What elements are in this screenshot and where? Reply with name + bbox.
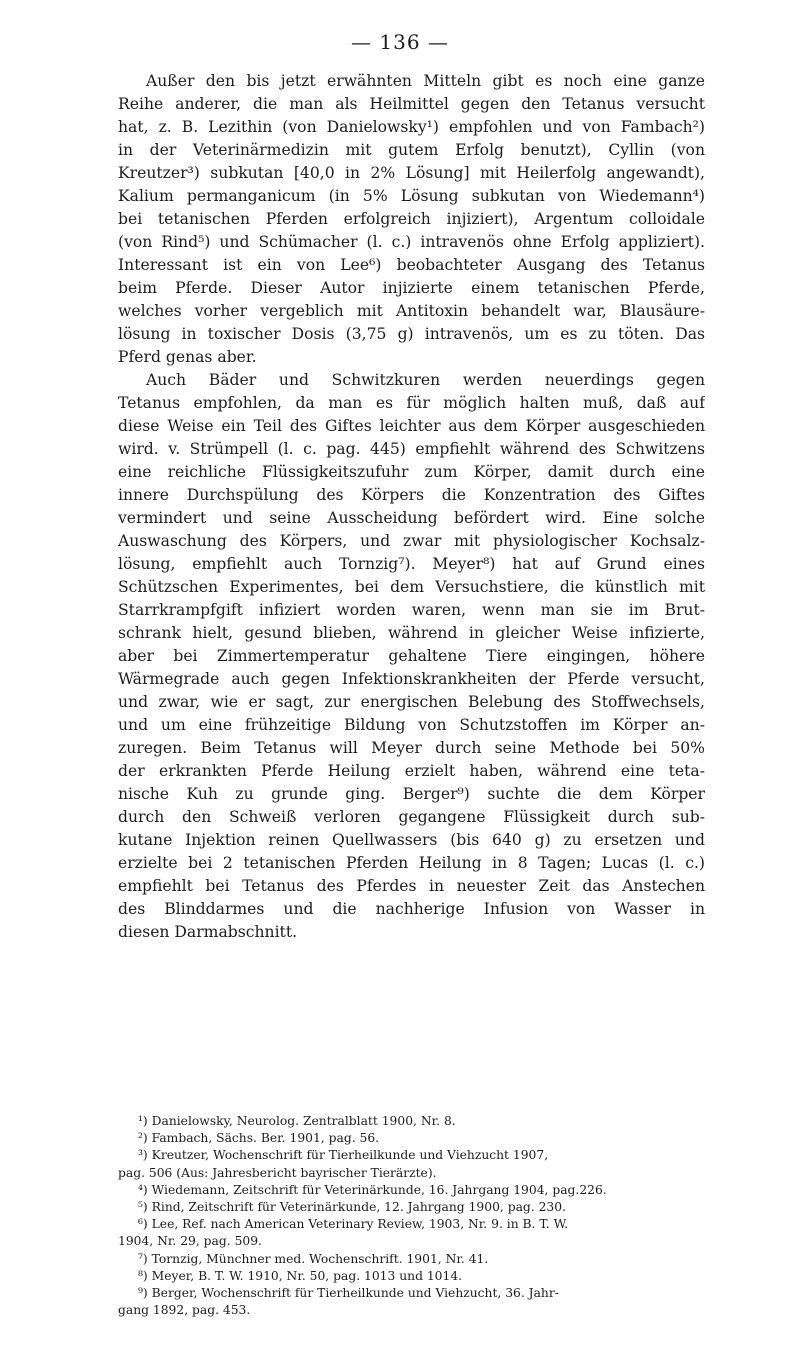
text-line: diesen Darmabschnitt.: [118, 923, 298, 941]
text-line: schrank hielt, gesund blieben, während in gleicher Weise infizierte,: [118, 624, 705, 642]
footnote-line: ⁹) Berger, Wochenschrift für Tierheilkunde und Viehzucht, 36. Jahr-: [138, 1285, 559, 1300]
text-line: bei tetanischen Pferden erfolgreich injiziert), Argentum colloidale: [118, 210, 705, 228]
text-line: Auswaschung des Körpers, und zwar mit physiologischer Kochsalz-: [118, 532, 705, 550]
text-line: kutane Injektion reinen Quellwassers (bis 640 g) zu ersetzen und: [118, 831, 705, 849]
text-line: wird. v. Strümpell (l. c. pag. 445) empfiehlt während des Schwitzens: [118, 440, 705, 458]
text-line: in der Veterinärmedizin mit gutem Erfolg benutzt), Cyllin (von: [118, 141, 705, 159]
footnote-line: gang 1892, pag. 453.: [118, 1303, 251, 1318]
footnote-line: pag. 506 (Aus: Jahresbericht bayrischer Tierärzte).: [118, 1165, 437, 1180]
text-line: Kalium permanganicum (in 5% Lösung subkutan von Wiedemann⁴): [118, 187, 705, 205]
footnote-line: ²) Fambach, Sächs. Ber. 1901, pag. 56.: [138, 1131, 380, 1146]
footnote-line: 1904, Nr. 29, pag. 509.: [118, 1234, 262, 1249]
text-line: eine reichliche Flüssigkeitszufuhr zum Körper, damit durch eine: [118, 463, 705, 481]
text-line: hat, z. B. Lezithin (von Danielowsky¹) empfohlen und von Fambach²): [118, 118, 705, 136]
text-line: innere Durchspülung des Körpers die Konzentration des Giftes: [118, 486, 705, 504]
text-line: durch den Schweiß verloren gegangene Flüssigkeit durch sub-: [118, 808, 705, 826]
text-line: empfiehlt bei Tetanus des Pferdes in neuester Zeit das Anstechen: [118, 877, 705, 895]
text-line: des Blinddarmes und die nachherige Infusion von Wasser in: [118, 900, 705, 918]
text-line: Tetanus empfohlen, da man es für möglich halten muß, daß auf: [118, 394, 705, 412]
text-line: Außer den bis jetzt erwähnten Mitteln gibt es noch eine ganze: [146, 72, 705, 90]
text-line: der erkrankten Pferde Heilung erzielt haben, während eine teta-: [118, 762, 705, 780]
footnotes: [118, 1113, 705, 1319]
text-line: und um eine frühzeitige Bildung von Schutzstoffen im Körper an-: [118, 716, 705, 734]
text-line: vermindert und seine Ausscheidung befördert wird. Eine solche: [118, 509, 705, 527]
text-line: Reihe anderer, die man als Heilmittel gegen den Tetanus versucht: [118, 95, 705, 113]
text-line: welches vorher vergeblich mit Antitoxin behandelt war, Blausäure-: [118, 302, 705, 320]
text-line: Kreutzer³) subkutan [40,0 in 2% Lösung] mit Heilerfolg angewandt),: [118, 164, 705, 182]
text-line: nische Kuh zu grunde ging. Berger⁹) suchte die dem Körper: [118, 785, 705, 803]
text-line: Auch Bäder und Schwitzkuren werden neuerdings gegen: [146, 371, 705, 389]
text-line: aber bei Zimmertemperatur gehaltene Tiere eingingen, höhere: [118, 647, 705, 665]
footnote-line: ¹) Danielowsky, Neurolog. Zentralblatt 1900, Nr. 8.: [138, 1114, 456, 1128]
text-line: Wärmegrade auch gegen Infektionskrankheiten der Pferde versucht,: [118, 670, 705, 688]
footnote-line: ⁴) Wiedemann, Zeitschrift für Veterinärkunde, 16. Jahrgang 1904, pag.226.: [138, 1182, 607, 1197]
footnote-line: ³) Kreutzer, Wochenschrift für Tierheilkunde und Viehzucht 1907,: [138, 1148, 549, 1163]
text-line: Pferd genas aber.: [118, 348, 257, 366]
text-line: lösung, empfiehlt auch Tornzig⁷). Meyer⁸) hat auf Grund eines: [118, 555, 705, 573]
footnote-line: ⁷) Tornzig, Münchner med. Wochenschrift. 1901, Nr. 41.: [138, 1251, 489, 1266]
text-line: Schützschen Experimentes, bei dem Versuchstiere, die künstlich mit: [118, 578, 705, 596]
text-line: und zwar, wie er sagt, zur energischen Belebung des Stoffwechsels,: [118, 693, 705, 711]
text-line: (von Rind⁵) und Schümacher (l. c.) intravenös ohne Erfolg appliziert).: [118, 233, 705, 251]
text-line: erzielte bei 2 tetanischen Pferden Heilung in 8 Tagen; Lucas (l. c.): [118, 854, 705, 872]
footnote-line: ⁵) Rind, Zeitschrift für Veterinärkunde, 12. Jahrgang 1900, pag. 230.: [138, 1199, 566, 1214]
text-line: Starrkrampfgift infiziert worden waren, wenn man sie im Brut-: [118, 601, 705, 619]
text-line: Interessant ist ein von Lee⁶) beobachteter Ausgang des Tetanus: [118, 256, 705, 274]
text-line: beim Pferde. Dieser Autor injizierte einem tetanischen Pferde,: [118, 279, 705, 297]
footnote-line: ⁶) Lee, Ref. nach American Veterinary Review, 1903, Nr. 9. in B. T. W.: [138, 1217, 568, 1232]
page-number: — 136 —: [351, 30, 449, 54]
text-line: diese Weise ein Teil des Giftes leichter aus dem Körper ausgeschieden: [118, 417, 705, 435]
main-text: [118, 70, 705, 944]
text-line: lösung in toxischer Dosis (3,75 g) intravenös, um es zu töten. Das: [118, 325, 705, 343]
text-line: zuregen. Beim Tetanus will Meyer durch seine Methode bei 50%: [118, 739, 705, 757]
footnote-line: ⁸) Meyer, B. T. W. 1910, Nr. 50, pag. 1013 und 1014.: [138, 1268, 463, 1283]
